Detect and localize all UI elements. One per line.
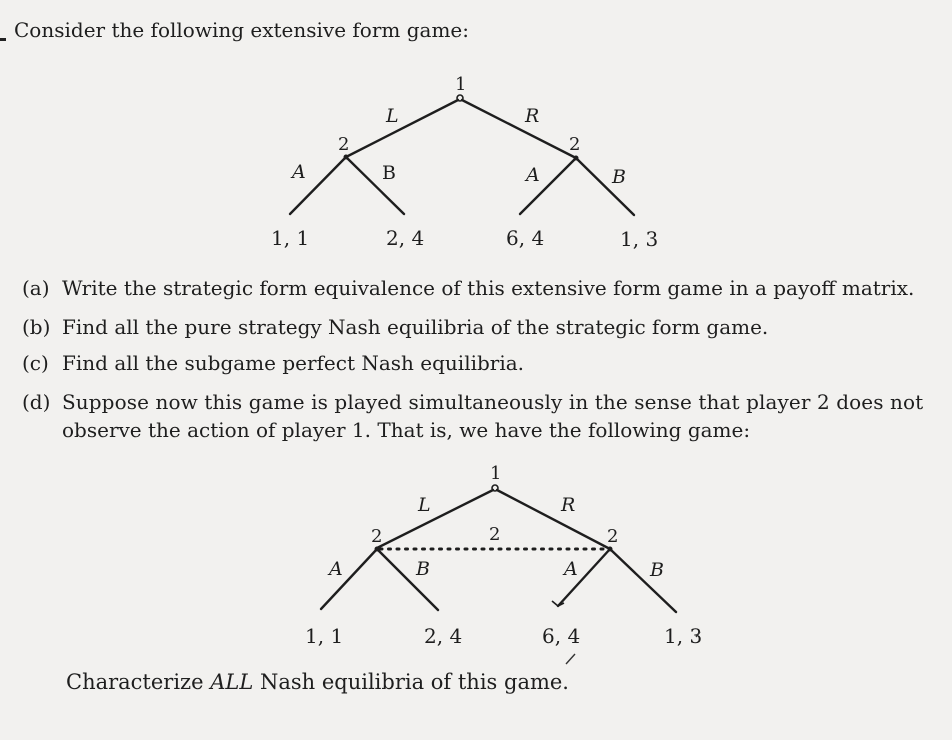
question-b-text: Find all the pure strategy Nash equilibria of the strategic form game.: [62, 315, 769, 339]
tree2-edge-r: [497, 490, 610, 549]
tree1-label-ra: A: [526, 164, 540, 186]
tree1-label-la: A: [292, 161, 306, 183]
final-instruction: [66, 670, 569, 694]
final-emphasis: ALL: [210, 670, 254, 694]
tree1-root-player: 1: [455, 74, 467, 95]
tree2-label-l: L: [418, 494, 431, 516]
tree2-edge-l: [377, 490, 493, 548]
tree1-edge-r: [462, 100, 576, 158]
question-c-text: Find all the subgame perfect Nash equilibria.: [62, 351, 525, 375]
tree1-payoff-1: 1, 1: [271, 226, 310, 250]
question-a-text: Write the strategic form equivalence of this extensive form game in a payoff matrix.: [62, 276, 915, 300]
final-post: Nash equilibria of this game.: [253, 670, 569, 694]
tree2-info-set-player: 2: [489, 524, 501, 545]
tree1-label-l: L: [386, 105, 399, 127]
tree1-right-player: 2: [569, 134, 581, 155]
tree2-edge-rb: [610, 549, 676, 612]
question-d-text: Suppose now this game is played simultaneously in the sense that player 2 does not: [62, 390, 924, 414]
question-a-label: (a): [22, 276, 50, 300]
final-pre: Characterize: [66, 670, 211, 694]
question-d-label: (d): [22, 390, 51, 414]
tree1-label-lb: B: [382, 162, 396, 184]
pen-mark-stroke: [566, 654, 575, 664]
tree2-label-lb: B: [416, 558, 430, 580]
tree2-label-la: A: [329, 558, 343, 580]
tree2-label-r: R: [561, 494, 576, 516]
question-d-text-line2: observe the action of player 1. That is, we have the following game:: [62, 418, 751, 442]
tree2-root-player: 1: [490, 463, 502, 484]
tree2-payoff-4: 1, 3: [664, 624, 703, 648]
tree1-label-rb: B: [612, 166, 626, 188]
question-b-label: (b): [22, 315, 51, 339]
tree1-left-player: 2: [338, 134, 350, 155]
tree2-right-player: 2: [607, 526, 619, 547]
tree1-edge-l: [346, 100, 458, 157]
tree1-payoff-2: 2, 4: [386, 226, 425, 250]
tree2-label-rb: B: [650, 559, 664, 581]
tree2-left-player: 2: [371, 526, 383, 547]
tree2-label-ra: A: [564, 558, 578, 580]
intro-text: Consider the following extensive form game:: [14, 18, 469, 42]
tree2-payoff-3: 6, 4: [542, 624, 581, 648]
tree2-payoff-1: 1, 1: [305, 624, 344, 648]
tree2-payoff-2: 2, 4: [424, 624, 463, 648]
question-c-label: (c): [22, 351, 49, 375]
tree1-label-r: R: [525, 105, 540, 127]
tree1-payoff-4: 1, 3: [620, 227, 659, 251]
tree1-payoff-3: 6, 4: [506, 226, 545, 250]
